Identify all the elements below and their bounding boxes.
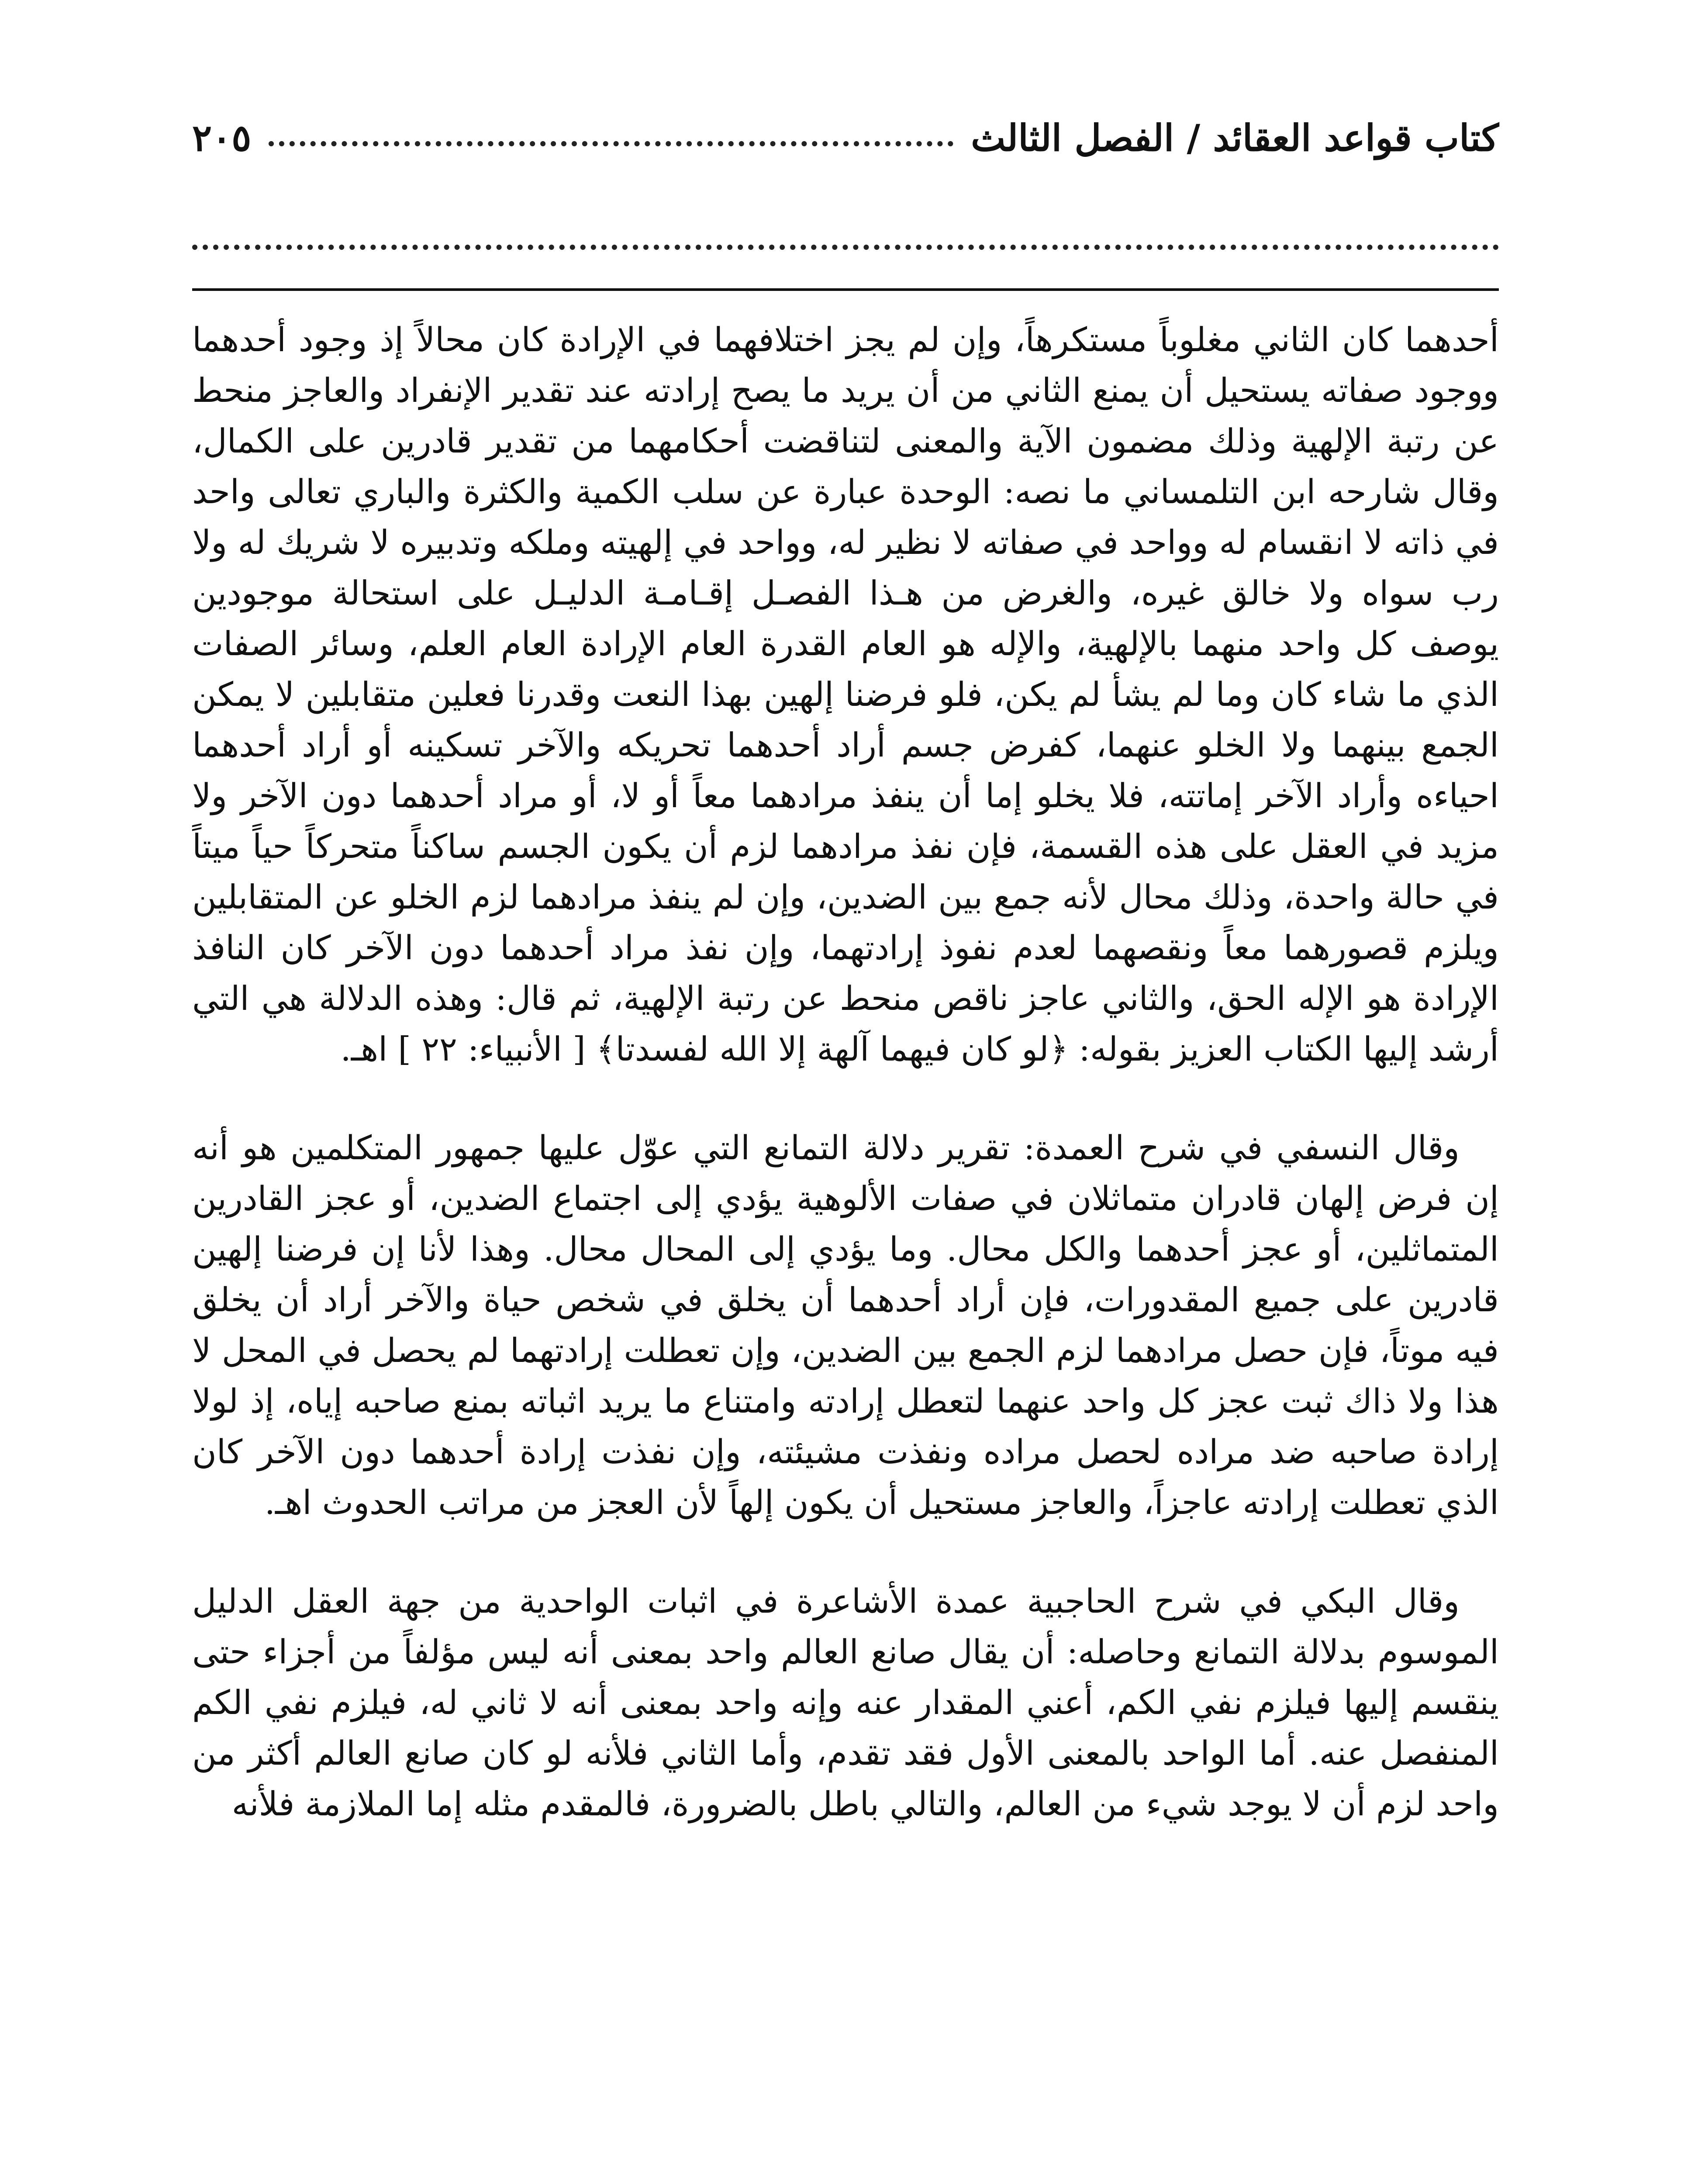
body-text xyxy=(192,314,1499,1829)
running-header xyxy=(192,111,1499,164)
dotted-separator xyxy=(192,245,1499,250)
header-rule xyxy=(192,288,1499,291)
dotted-leader xyxy=(269,141,953,146)
paragraph-2: وقال النسفي في شرح العمدة: تقرير دلالة التمانع التي عوّل عليها جمهور المتكلمين هو أنه إن فرض إلهان قادران متماثلان في صفات الألوهية يؤدي إلى اجتماع الضدين، أو عجز القادرين المتماثلين، أو عجز أحدهما والكل محال. وما يؤدي إلى المحال محال. وهذا لأنا إن فرضنا إلهين قادرين على جميع المقدورات، فإن أراد أحدهما أن يخلق في شخص حياة والآخر أراد أن يخلق فيه موتاً، فإن حصل مرادهما لزم الجمع بين الضدين، وإن تعطلت إرادتهما لم يحصل في المحل لا هذا ولا ذاك ثبت عجز كل واحد عنهما لتعطل إرادته وامتناع ما يريد اثباته بمنع صاحبه إياه، إذ لولا إرادة صاحبه ضد مراده لحصل مراده ونفذت مشيئته، وإن نفذت إرادة أحدهما دون الآخر كان الذي تعطلت إرادته عاجزاً، والعاجز مستحيل أن يكون إلهاً لأن العجز من مراتب الحدوث اهـ. xyxy=(192,1128,1499,1522)
page-number: ٢٠٥ xyxy=(192,116,252,159)
paragraph-1: أحدهما كان الثاني مغلوباً مستكرهاً، وإن لم يجز اختلافهما في الإرادة كان محالاً إذ وجود أحدهما ووجود صفاته يستحيل أن يمنع الثاني من أن يريد ما يصح إرادته عند تقدير الإنفراد والعاجز منحط عن رتبة الإلهية وذلك مضمون الآية والمعنى لتناقضت أحكامهما من تقدير قادرين على الكمال، وقال شارحه ابن التلمساني ما نصه: الوحدة عبارة عن سلب الكمية والكثرة والباري تعالى واحد في ذاته لا انقسام له وواحد في صفاته لا نظير له، وواحد في إلهيته وملكه وتدبيره لا شريك له ولا رب سواه ولا خالق غيره، والغرض من هـذا الفصـل إقـامـة الدليـل على استحالة موجودين يوصف كل واحد منهما بالإلهية، والإله هو العام القدرة العام الإرادة العام العلم، وسائر الصفات الذي ما شاء كان وما لم يشأ لم يكن، فلو فرضنا إلهين بهذا النعت وقدرنا فعلين متقابلين لا يمكن الجمع بينهما ولا الخلو عنهما، كفرض جسم أراد أحدهما تحريكه والآخر تسكينه أو أراد أحدهما احياءه وأراد الآخر إماتته، فلا يخلو إما أن ينفذ مرادهما معاً أو لا، أو مراد أحدهما دون الآخر ولا مزيد في العقل على هذه القسمة، فإن نفذ مرادهما لزم أن يكون الجسم ساكناً متحركاً حياً ميتاً في حالة واحدة، وذلك محال لأنه جمع بين الضدين، وإن لم ينفذ مرادهما لزم الخلو عن المتقابلين ويلزم قصورهما معاً ونقصهما لعدم نفوذ إرادتهما، وإن نفذ مراد أحدهما دون الآخر كان النافذ الإرادة هو الإله الحق، والثاني عاجز ناقص منحط عن رتبة الإلهية، ثم قال: وهذه الدلالة هي التي أرشد إليها الكتاب العزيز بقوله: ﴿لو كان فيهما آلهة إلا الله لفسدتا﴾ [ الأنبياء: ٢٢ ] اهـ. xyxy=(192,320,1499,1068)
running-title: كتاب قواعد العقائد / الفصل الثالث xyxy=(971,116,1499,159)
paragraph-3: وقال البكي في شرح الحاجبية عمدة الأشاعرة في اثبات الواحدية من جهة العقل الدليل الموسوم بدلالة التمانع وحاصله: أن يقال صانع العالم واحد بمعنى أنه ليس مؤلفاً من أجزاء حتى ينقسم إليها فيلزم نفي الكم، أعني المقدار عنه وإنه واحد بمعنى أنه لا ثاني له، فيلزم نفي الكم المنفصل عنه. أما الواحد بالمعنى الأول فقد تقدم، وأما الثاني فلأنه لو كان صانع العالم أكثر من واحد لزم أن لا يوجد شيء من العالم، والتالي باطل بالضرورة، فالمقدم مثله إما الملازمة فلأنه xyxy=(192,1582,1499,1823)
